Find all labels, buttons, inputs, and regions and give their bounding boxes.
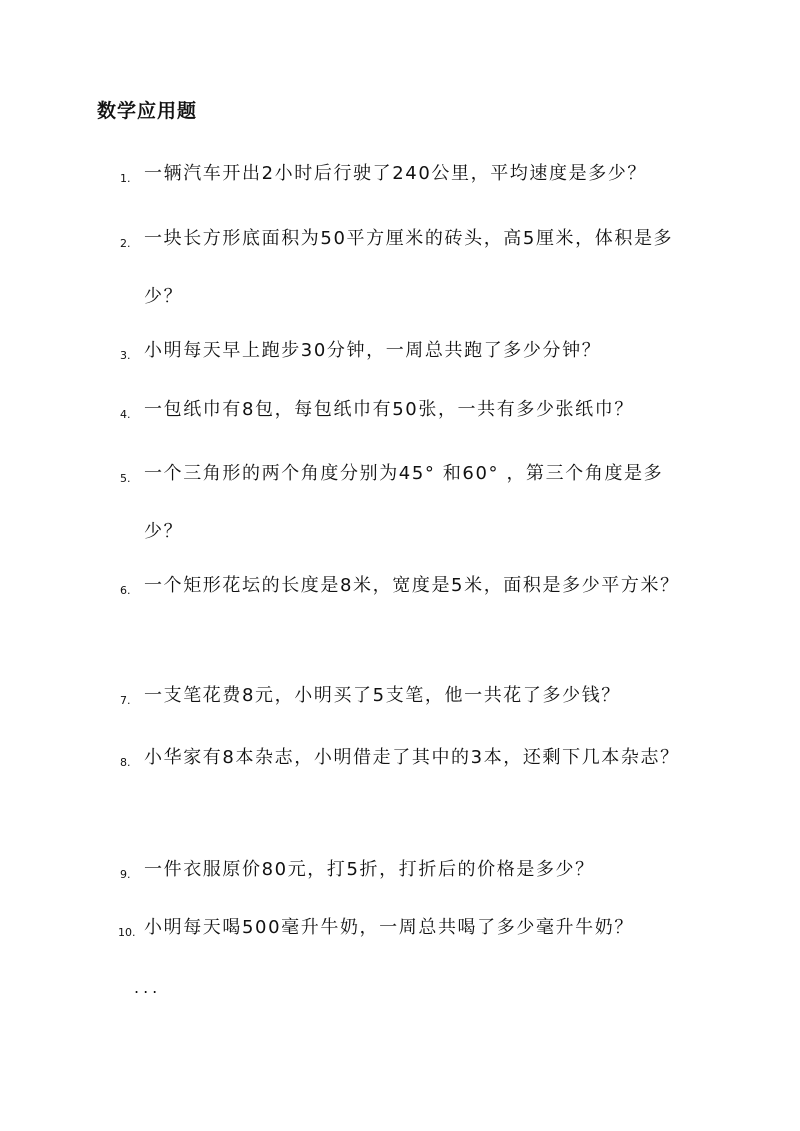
question-number: 1.: [120, 172, 131, 185]
question-number: 8.: [120, 756, 131, 769]
page-title: 数学应用题: [97, 100, 198, 122]
question-number: 9.: [120, 868, 131, 881]
question-text: 一包纸巾有8包，每包纸巾有50张，一共有多少张纸巾？: [144, 399, 634, 420]
question-text: 一块长方形底面积为50平方厘米的砖头，高5厘米，体积是多少？: [144, 228, 674, 307]
question-text: 一个三角形的两个角度分别为45° 和60° ，第三个角度是多少？: [144, 463, 664, 542]
question-text: 一辆汽车开出2小时后行驶了240公里，平均速度是多少？: [144, 163, 648, 184]
question-number: 2.: [120, 237, 131, 250]
question-number: 7.: [120, 694, 131, 707]
question-number: 5.: [120, 472, 131, 485]
question-text: 一个矩形花坛的长度是8米，宽度是5米，面积是多少平方米？: [144, 575, 680, 596]
question-number: 10.: [118, 926, 136, 939]
question-text: 一支笔花费8元，小明买了5支笔，他一共花了多少钱？: [144, 685, 621, 706]
question-text: 小明每天早上跑步30分钟，一周总共跑了多少分钟？: [144, 340, 602, 361]
question-number: 4.: [120, 408, 131, 421]
question-text: 小明每天喝500毫升牛奶，一周总共喝了多少毫升牛奶？: [144, 917, 634, 938]
question-number: 3.: [120, 349, 131, 362]
question-text: 一件衣服原价80元，打5折，打折后的价格是多少？: [144, 859, 595, 880]
question-number: 6.: [120, 584, 131, 597]
question-text: 小华家有8本杂志，小明借走了其中的3本，还剩下几本杂志？: [144, 747, 680, 768]
continuation-ellipsis: ...: [134, 978, 162, 997]
